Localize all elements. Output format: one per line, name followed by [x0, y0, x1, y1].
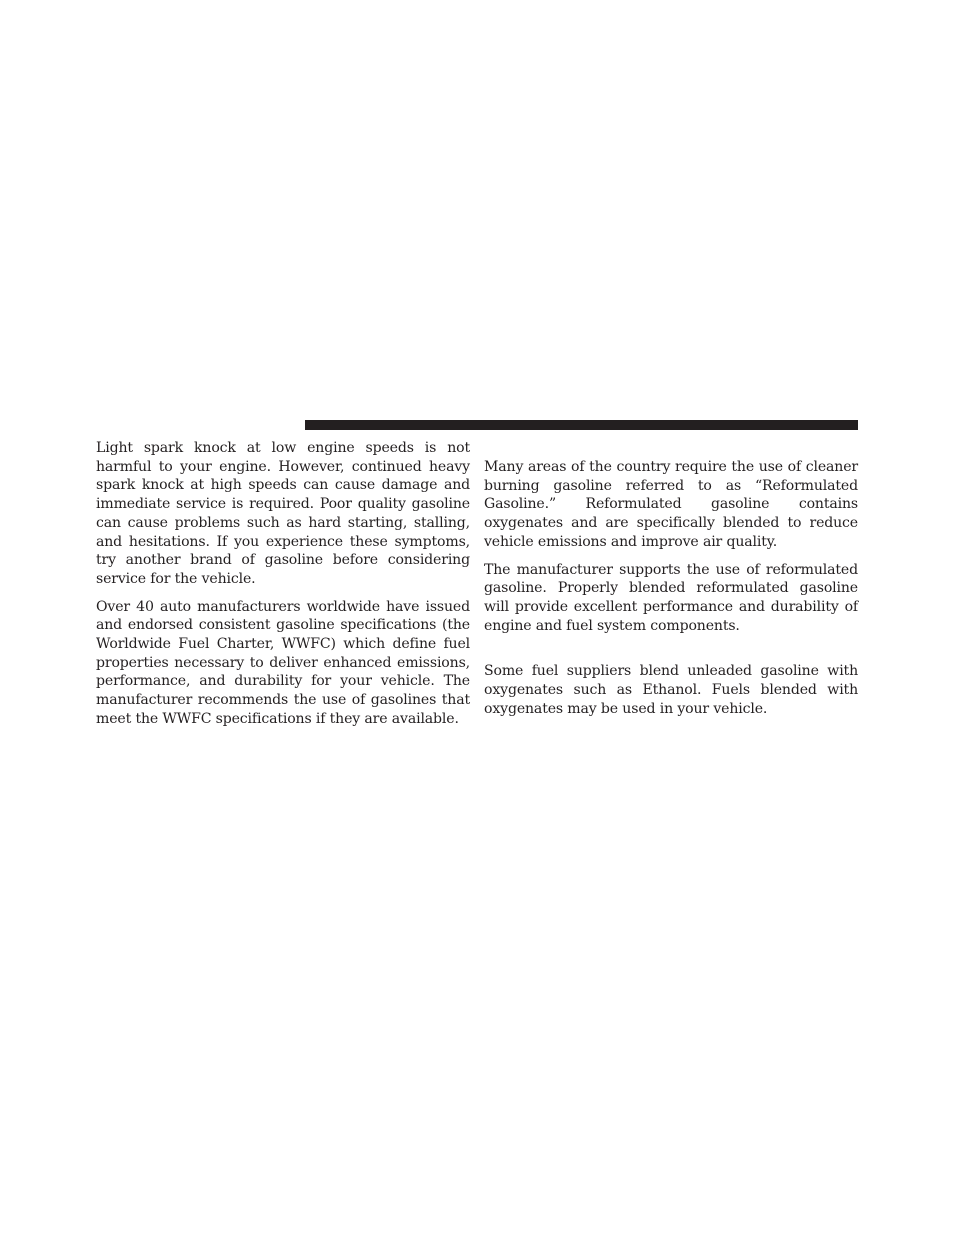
- right-column: [484, 458, 858, 727]
- paragraph-spark-knock: Light spark knock at low engine speeds is not harmful to your engine. However, continued heavy spark knock at high speeds can cause damage and immediate service is required. Poor quality gasoline can cause problems such as hard starting, stalling, and hesitations. If you experience these symptoms, try another brand of gasoline before considering service for the vehicle.: [96, 440, 470, 587]
- section-header-bar: [305, 420, 858, 430]
- paragraph-manufacturer-support: The manufacturer supports the use of reformulated gasoline. Properly blended reformulated gasoline will provide excellent performance and durability of engine and fuel system components.: [484, 561, 858, 634]
- paragraph-wwfc: Over 40 auto manufacturers worldwide have issued and endorsed consistent gasoline specifications (the Worldwide Fuel Charter, WWFC) which define fuel properties necessary to deliver enhanced emissions, performance, and durability for your vehicle. The manufacturer recommends the use of gasolines that meet the WWFC specifications if they are available.: [96, 598, 470, 727]
- paragraph-oxygenates: Some fuel suppliers blend unleaded gasoline with oxygenates such as Ethanol. Fuels blended with oxygenates may be used in your vehicle.: [484, 663, 858, 717]
- paragraph-reformulated-gasoline: Many areas of the country require the use of cleaner burning gasoline referred to as “Reformulated Gasoline.” Reformulated gasoline contains oxygenates and are specifically blended to reduce vehicle emissions and improve air quality.: [484, 459, 858, 550]
- left-column: [96, 439, 470, 738]
- section-gap: [484, 644, 858, 662]
